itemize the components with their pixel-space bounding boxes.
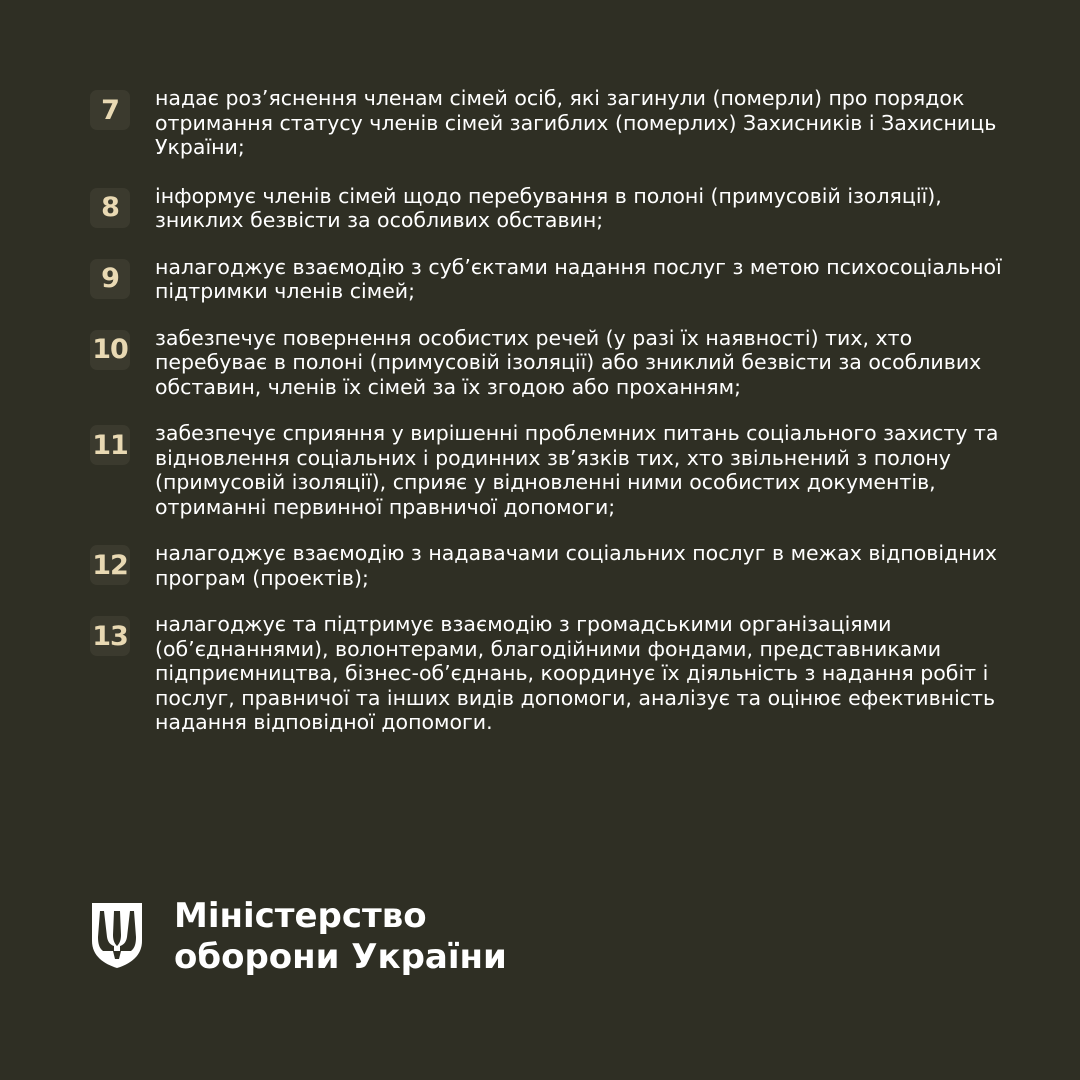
number-badge: 8 — [90, 188, 130, 228]
item-text: налагоджує взаємодію з суб’єктами надання послуг з метою психосоціальної підтримки членів сімей; — [155, 254, 1002, 303]
number-badge: 11 — [90, 425, 130, 465]
number-badge: 13 — [90, 616, 130, 656]
list-item-7 — [90, 86, 1010, 160]
number-badge: 7 — [90, 90, 130, 130]
ministry-logo — [90, 896, 507, 978]
ministry-name — [174, 896, 507, 978]
number-badge: 9 — [90, 259, 130, 299]
item-text: інформує членів сімей щодо перебування в полоні (примусовій ізоляції), зниклих безвісти за особливих обставин; — [155, 183, 942, 232]
item-text: надає роз’яснення членам сімей осіб, які загинули (померли) про порядок отримання статусу членів сімей загиблих (померлих) Захисників і Захисниць України; — [155, 86, 997, 159]
ministry-name-line2: оборони України — [174, 937, 507, 977]
list-item-13 — [90, 612, 1010, 735]
list-item-10 — [90, 326, 1010, 400]
number-badge: 10 — [90, 330, 130, 370]
list-item-11 — [90, 421, 1010, 519]
item-text: забезпечує повернення особистих речей (у разі їх наявності) тих, хто перебуває в полоні (примусовій ізоляції) або зниклий безвісти за особливих обставин, членів їх сімей за їх згодою або проханням; — [155, 325, 982, 399]
item-list — [90, 86, 1010, 735]
ministry-name-line1: Міністерство — [174, 896, 427, 936]
list-item-12 — [90, 541, 1010, 590]
list-item-9 — [90, 255, 1010, 304]
item-text: забезпечує сприяння у вирішенні проблемних питань соціального захисту та відновлення соціальних і родинних зв’язків тих, хто звільнений з полону (примусовій ізоляції), сприяє у відновленні ними особистих документів, отриманні первинної правничої допомоги; — [155, 421, 999, 519]
list-item-8 — [90, 184, 1010, 233]
trident-shield-icon — [90, 901, 144, 969]
item-text: налагоджує та підтримує взаємодію з громадськими організаціями (об’єднаннями), волонтерами, благодійними фондами, представниками підприємництва, бізнес-об’єднань, координує їх діяльність з надання робіт і послуг, правничої та інших видів допомоги, аналізує та оцінює ефективність надання відповідної допомоги. — [155, 612, 996, 734]
item-text: налагоджує взаємодію з надавачами соціальних послуг в межах відповідних програм (проектів); — [155, 541, 998, 590]
number-badge: 12 — [90, 545, 130, 585]
